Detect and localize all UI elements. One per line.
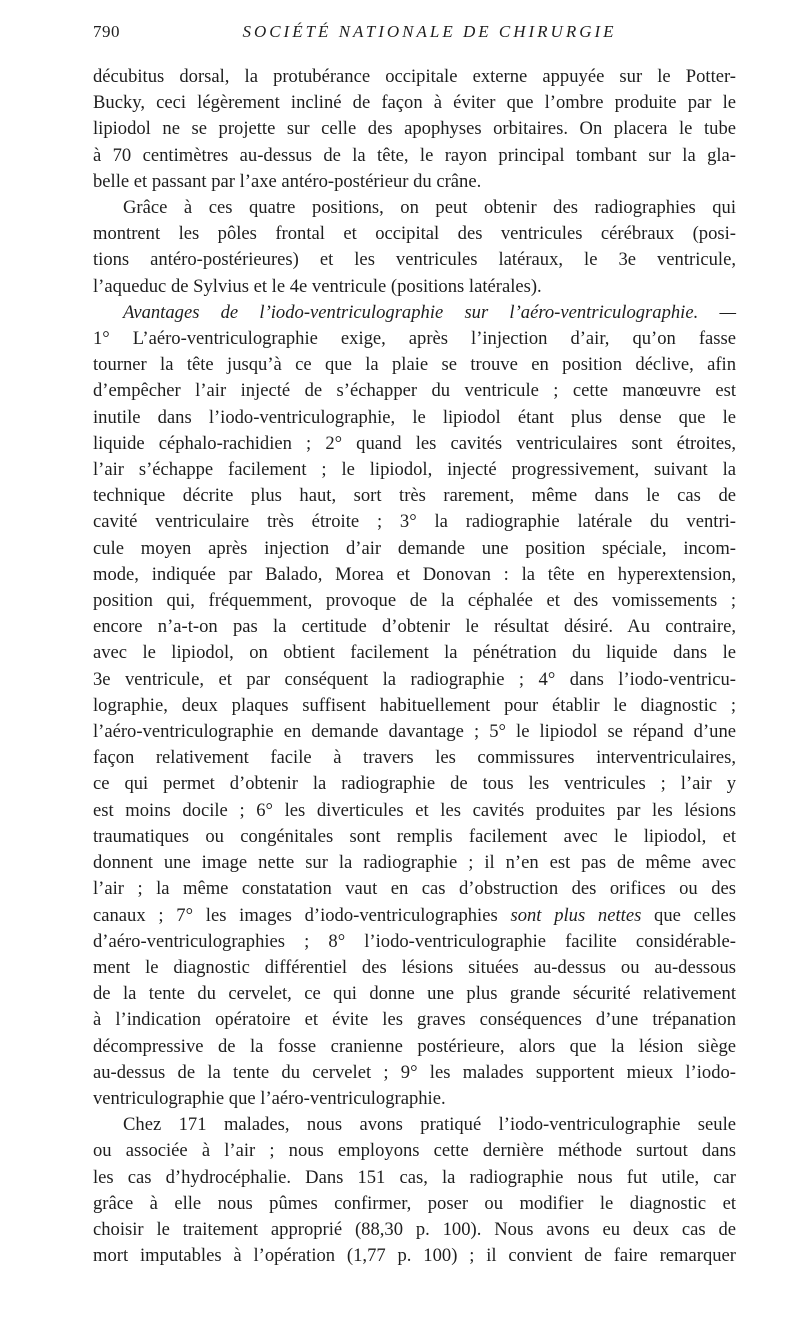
text-line: les cas d’hydrocéphalie. Dans 151 cas, la radiographie nous fut utile, car — [93, 1166, 736, 1188]
text-line: ou associée à l’air ; nous employons cette dernière méthode surtout dans — [93, 1140, 736, 1162]
text-line: 3e ventricule, et par conséquent la radiographie ; 4° dans l’iodo-ventricu- — [93, 668, 736, 690]
text-line: l’aéro-ventriculographie en demande davantage ; 5° le lipiodol se répand d’une — [93, 721, 736, 743]
text-line: cavité ventriculaire très étroite ; 3° la radiographie latérale du ventri- — [93, 511, 736, 533]
text-line: à l’indication opératoire et évite les graves conséquences d’une trépanation — [93, 1009, 736, 1031]
text-line: Chez 171 malades, nous avons pratiqué l’iodo-ventriculographie seule — [123, 1114, 736, 1136]
text-line: lographie, deux plaques suffisent habituellement pour établir le diagnostic ; — [93, 694, 736, 716]
text-line: technique décrite plus haut, sort très rarement, même dans le cas de — [93, 485, 736, 507]
text-line: traumatiques ou congénitales sont remplis facilement avec le lipiodol, et — [93, 825, 736, 847]
text-line: montrent les pôles frontal et occipital des ventricules cérébraux (posi- — [93, 223, 736, 245]
text-line: tions antéro-postérieures) et les ventricules latéraux, le 3e ventricule, — [93, 249, 736, 271]
text-line: au-dessus de la tente du cervelet ; 9° les malades supportent mieux l’iodo- — [93, 1061, 736, 1083]
text-line: 1° L’aéro-ventriculographie exige, après l’injection d’air, qu’on fasse — [93, 328, 736, 350]
text-line: l’aqueduc de Sylvius et le 4e ventricule (positions latérales). — [93, 275, 542, 297]
text-line: donnent une image nette sur la radiographie ; il n’en est pas de même avec — [93, 852, 736, 874]
text-line: liquide céphalo-rachidien ; 2° quand les cavités ventriculaires sont étroites, — [93, 432, 736, 454]
text-line: de la tente du cervelet, ce qui donne une plus grande sécurité relativement — [93, 983, 736, 1005]
text-line: Grâce à ces quatre positions, on peut obtenir des radiographies qui — [123, 197, 736, 219]
text-line: l’air s’échappe facilement ; le lipiodol, injecté progressivement, suivant la — [93, 459, 736, 481]
emphasis-text: sont plus nettes — [510, 904, 642, 926]
running-title: SOCIÉTÉ NATIONALE DE CHIRURGIE — [242, 22, 617, 41]
text-run: que celles — [641, 904, 736, 926]
text-line: grâce à elle nous pûmes confirmer, poser ou modifier le diagnostic et — [93, 1192, 736, 1214]
text-line: d’aéro-ventriculographies ; 8° l’iodo-ventriculographie facilite considérable- — [93, 930, 736, 952]
text-line: d’empêcher l’air injecté de s’échapper du ventricule ; cette manœuvre est — [93, 380, 736, 402]
text-run: canaux ; 7° les images d’iodo-ventriculographies — [93, 904, 511, 926]
text-line: à 70 centimètres au-dessus de la tête, le rayon principal tombant sur la gla- — [93, 144, 736, 166]
text-line: belle et passant par l’axe antéro-postérieur du crâne. — [93, 170, 482, 192]
text-line: encore n’a-t-on pas la certitude d’obtenir le résultat désiré. Au contraire, — [93, 616, 736, 638]
text-line: cule moyen après injection d’air demande une position spéciale, incom- — [93, 537, 736, 559]
text-line: ventriculographie que l’aéro-ventriculographie. — [93, 1087, 446, 1109]
page-header — [93, 22, 736, 46]
text-line: ce qui permet d’obtenir la radiographie de tous les ventricules ; l’air y — [93, 773, 736, 795]
body-text — [93, 64, 736, 1269]
text-line: choisir le traitement approprié (88,30 p. 100). Nous avons eu deux cas de — [93, 1218, 736, 1240]
text-line: mort imputables à l’opération (1,77 p. 100) ; il convient de faire remarquer — [93, 1245, 736, 1267]
text-line: avec le lipiodol, on obtient facilement la pénétration du liquide dans le — [93, 642, 736, 664]
text-line: Bucky, ceci légèrement incliné de façon à éviter que l’ombre produite par le — [93, 92, 736, 114]
text-line: inutile dans l’iodo-ventriculographie, le lipiodol étant plus dense que le — [93, 406, 736, 428]
text-line: lipiodol ne se projette sur celle des apophyses orbitaires. On placera le tube — [93, 118, 736, 140]
text-line: position qui, fréquemment, provoque de la céphalée et des vomissements ; — [93, 590, 736, 612]
text-line: tourner la tête jusqu’à ce que la plaie se trouve en position déclive, afin — [93, 354, 736, 376]
text-line-mixed — [93, 903, 736, 929]
text-line: ment le diagnostic différentiel des lésions situées au-dessus ou au-dessous — [93, 956, 736, 978]
text-line: est moins docile ; 6° les diverticules et les cavités produites par les lésions — [93, 799, 736, 821]
page-number: 790 — [93, 22, 120, 41]
text-line: l’air ; la même constatation vaut en cas d’obstruction des orifices ou des — [93, 878, 736, 900]
text-line: mode, indiquée par Balado, Morea et Donovan : la tête en hyperextension, — [93, 563, 736, 585]
text-line: décubitus dorsal, la protubérance occipitale externe appuyée sur le Potter- — [93, 66, 736, 87]
text-line: décompressive de la fosse cranienne postérieure, alors que la lésion siège — [93, 1035, 736, 1057]
text-line: façon relativement facile à travers les commissures interventriculaires, — [93, 747, 736, 769]
section-heading: Avantages de l’iodo-ventriculographie sur l’aéro-ventriculographie. — — [123, 301, 736, 323]
